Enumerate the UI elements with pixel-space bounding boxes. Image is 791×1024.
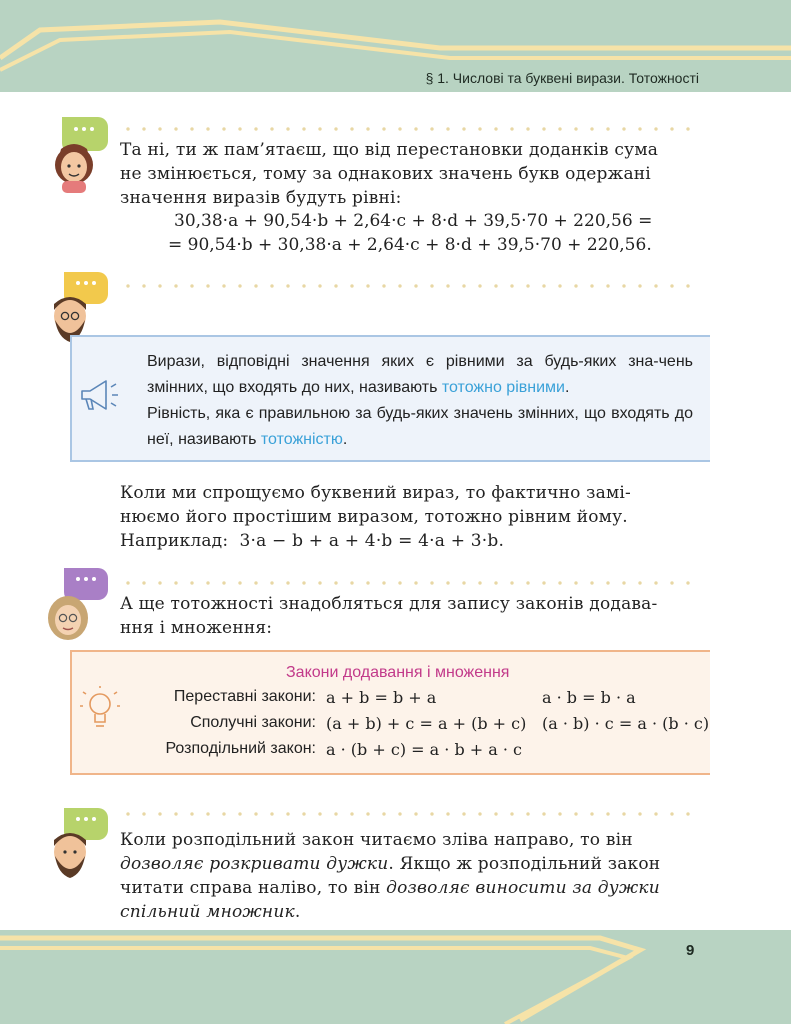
block4-line [120,876,697,900]
block4-text-span: читати справа наліво, то він [120,878,387,898]
page-footer [0,930,791,1024]
block4-text-span: . Якщо ж розподільний закон [388,854,661,874]
block3-line: ння і множення: [120,618,273,638]
woman-avatar-icon [44,566,110,646]
footer-decoration [0,930,791,1024]
section-title: § 1. Числові та буквені вирази. Тотожності [425,70,699,86]
block4-line [120,900,697,924]
definition-2-end: . [342,431,348,448]
dotted-divider [120,284,700,288]
definition-text [147,349,693,453]
laws-box [70,650,710,775]
girl-avatar-icon [48,115,110,195]
block4-line: Коли розподільний закон читаємо зліва направо, то він [120,830,633,850]
man-avatar-icon [46,806,110,884]
law-distributive-add: a · (b + c) = a · b + a · c [326,740,523,759]
example-formula: 3·a − b + a + 4·b = 4·a + 3·b. [239,531,505,551]
italic-phrase: дозволяє розкривати дужки [120,854,389,874]
block2-line: Коли ми спрощуємо буквений вираз, то фактично замі- [120,483,631,503]
formula-line-2: = 90,54·b + 30,38·a + 2,64·c + 8·d + 39,5·70 + 220,56. [168,235,652,255]
block4-line [120,852,697,876]
block2-example [120,529,697,553]
megaphone-icon [76,375,120,415]
block4-text [120,828,697,924]
law-commutative-mul: a · b = b · a [542,688,636,707]
page-number: 9 [686,942,695,959]
definition-box [70,335,710,462]
formula-line-1: 30,38·a + 90,54·b + 2,64·c + 8·d + 39,5·70 + 220,56 = [174,211,653,231]
block3-line: А ще тотожності знадобляться для запису законів додава- [120,594,658,614]
block2-line: нюємо його простішим виразом, тотожно рівним йому. [120,507,628,527]
law-associative-mul: (a · b) · c = a · (b · c) [542,714,710,733]
block2-text [120,481,697,553]
law-associative-add: (a + b) + c = a + (b + c) [326,714,527,733]
page-header [0,0,791,95]
italic-phrase: дозволяє виносити за дужки [386,878,660,898]
definition-1-text: Вирази, відповідні значення яких є рівними за будь-яких зна-чень змінних, що входять до них, називають [147,353,693,396]
block3-text [120,592,697,640]
term-identically-equal: тотожно рівними [441,379,565,396]
block1-text [120,138,697,210]
definition-paragraph-2 [147,401,693,453]
dotted-divider [120,581,700,585]
dotted-divider [120,127,700,131]
block4-text-span: . [294,902,301,922]
laws-title: Закони додавання і множення [286,664,510,681]
definition-2-text: Рівність, яка є правильною за будь-яких значень змінних, що входять до неї, називають [147,405,693,448]
law-label-associative: Сполучні закони: [190,714,316,731]
term-identity: тотожністю [260,431,343,448]
definition-1-end: . [564,379,570,396]
example-label: Наприклад: [120,531,229,551]
dotted-divider [120,812,700,816]
italic-phrase: спільний множник [120,902,295,922]
definition-paragraph-1 [147,349,693,401]
block1-line: значення виразів будуть рівні: [120,188,402,208]
block1-line: не змінюється, тому за однакових значень букв одержані [120,164,651,184]
law-commutative-add: a + b = b + a [326,688,437,707]
block1-line: Та ні, ти ж пам’ятаєш, що від перестановки доданків сума [120,140,659,160]
law-label-commutative: Переставні закони: [173,688,316,705]
law-label-distributive: Розподільний закон: [165,740,316,757]
